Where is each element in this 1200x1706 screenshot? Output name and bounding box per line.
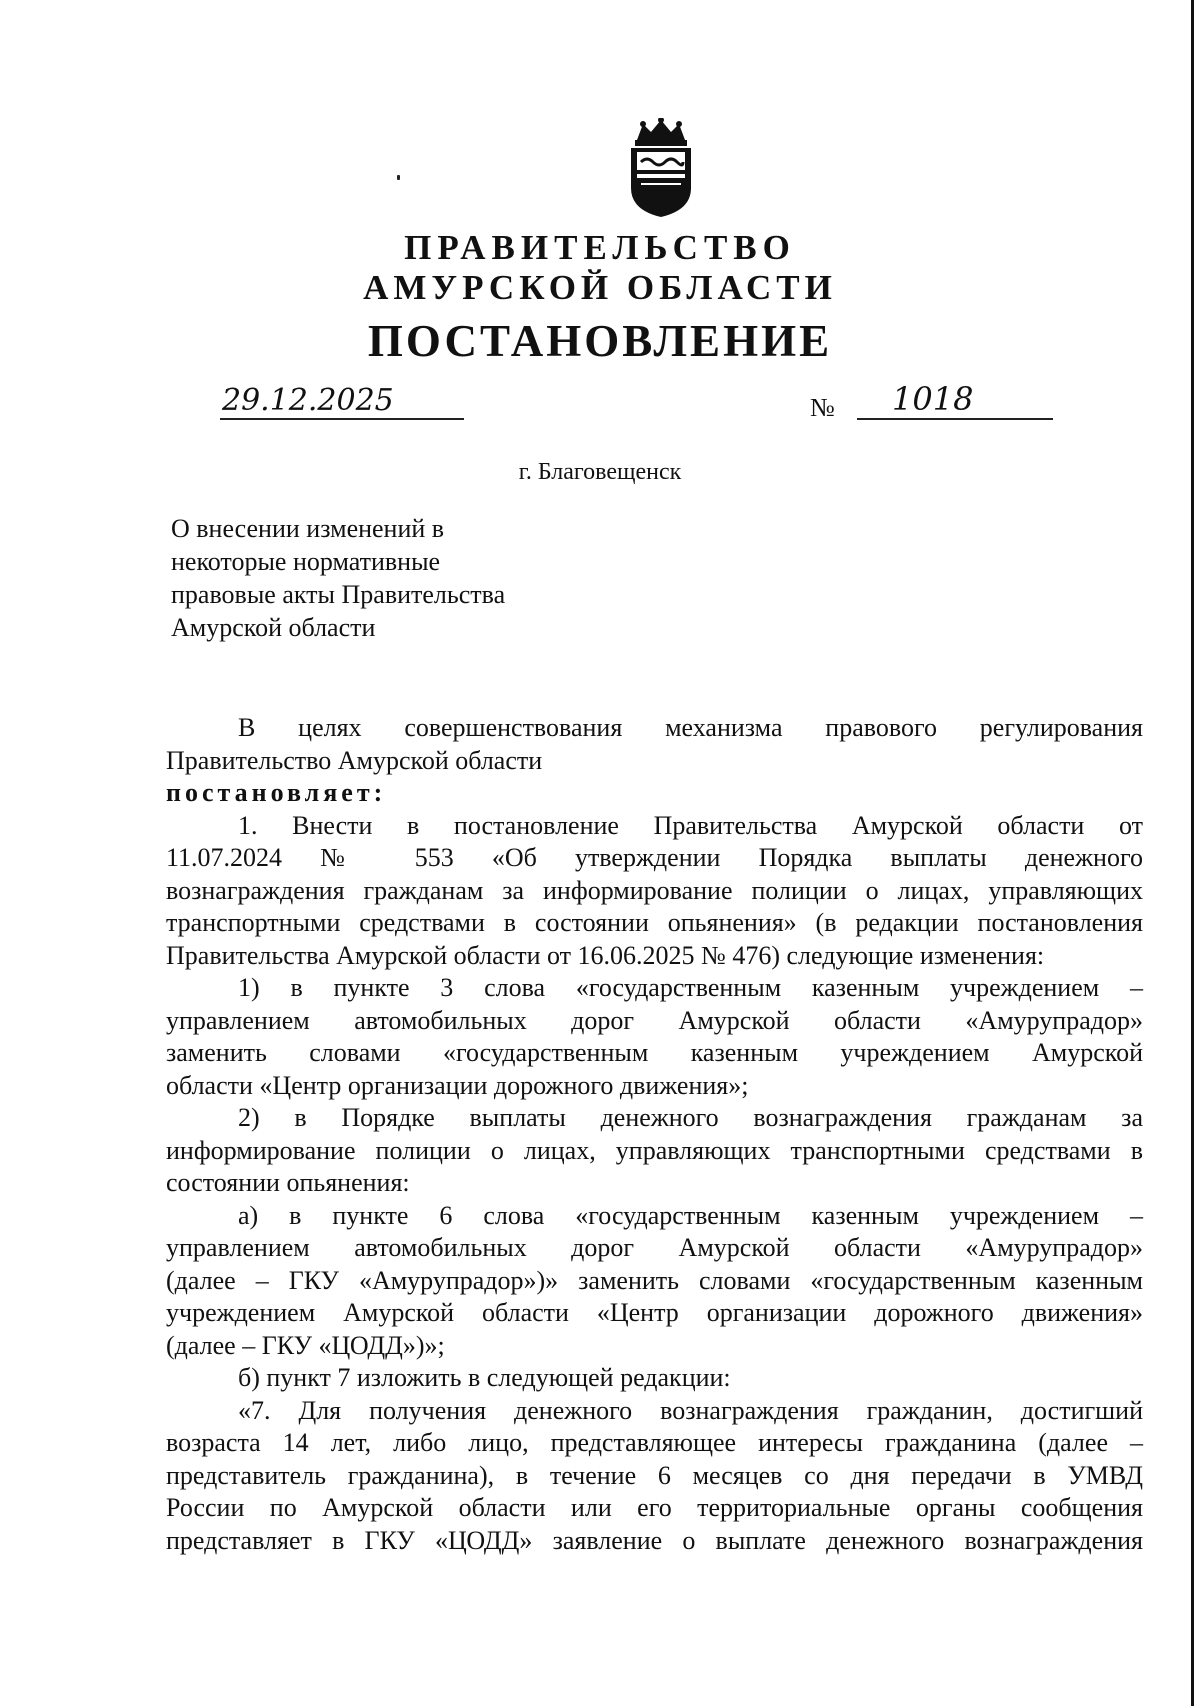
scan-speck bbox=[397, 175, 400, 180]
issuer-line-2: АМУРСКОЙ ОБЛАСТИ bbox=[363, 268, 837, 307]
body-line: В целях совершенствования механизма правового регулирования bbox=[238, 713, 1143, 742]
body-line: транспортными средствами в состоянии опьянения» (в редакции постановления bbox=[166, 908, 1143, 937]
body-line: 1. Внести в постановление Правительства Амурской области от bbox=[238, 810, 1143, 840]
document-subject bbox=[171, 512, 505, 644]
city: г. Благовещенск bbox=[518, 459, 682, 485]
body-line-resolves: постановляет: bbox=[166, 778, 387, 807]
document-body bbox=[166, 712, 1143, 1557]
body-line: учреждением Амурской области «Центр организации дорожного движения» bbox=[166, 1298, 1143, 1327]
body-line: Правительство Амурской области bbox=[166, 745, 543, 775]
document-number: 1018 bbox=[892, 380, 974, 418]
body-line: 1) в пункте 3 слова «государственным казенным учреждением – bbox=[238, 973, 1143, 1002]
body-line: Правительства Амурской области от 16.06.2025 № 476) следующие изменения: bbox=[166, 940, 1045, 970]
date-underline bbox=[220, 418, 464, 420]
body-line: представитель гражданина), в течение 6 месяцев со дня передачи в УМВД bbox=[166, 1460, 1143, 1490]
body-line: а) в пункте 6 слова «государственным казенным учреждением – bbox=[238, 1200, 1143, 1230]
body-line: б) пункт 7 изложить в следующей редакции: bbox=[238, 1363, 731, 1392]
body-line: состоянии опьянения: bbox=[166, 1168, 410, 1197]
subject-line: О внесении изменений в bbox=[171, 514, 445, 543]
body-line: России по Амурской области или его территориальные органы сообщения bbox=[166, 1493, 1143, 1522]
document-type: ПОСТАНОВЛЕНИЕ bbox=[367, 316, 833, 366]
body-line: представляет в ГКУ «ЦОДД» заявление о выплате денежного вознаграждения bbox=[166, 1525, 1143, 1555]
subject-line: правовые акты Правительства bbox=[171, 580, 506, 609]
body-line: 11.07.2024 № 553 «Об утверждении Порядка выплаты денежного bbox=[166, 843, 1143, 872]
body-line: (далее – ГКУ «Амурупрадор»)» заменить словами «государственным казенным bbox=[166, 1265, 1143, 1295]
body-line: (далее – ГКУ «ЦОДД»)»; bbox=[166, 1330, 445, 1360]
body-line: управлением автомобильных дорог Амурской области «Амурупрадор» bbox=[166, 1005, 1143, 1035]
document-date: 29.12.2025 bbox=[222, 383, 394, 418]
subject-line: некоторые нормативные bbox=[171, 547, 441, 576]
body-line: «7. Для получения денежного вознаграждения гражданин, достигший bbox=[238, 1395, 1143, 1425]
body-line: заменить словами «государственным казенным учреждением Амурской bbox=[166, 1038, 1143, 1067]
number-underline bbox=[857, 418, 1053, 420]
body-line: вознаграждения гражданам за информирование полиции о лицах, управляющих bbox=[166, 875, 1143, 905]
coat-of-arms-emblem bbox=[623, 118, 699, 218]
subject-line: Амурской области bbox=[171, 613, 376, 642]
issuer-line-1: ПРАВИТЕЛЬСТВО bbox=[404, 228, 796, 267]
body-line: управлением автомобильных дорог Амурской области «Амурупрадор» bbox=[166, 1233, 1143, 1262]
body-line: 2) в Порядке выплаты денежного вознаграждения гражданам за bbox=[238, 1103, 1143, 1132]
body-line: информирование полиции о лицах, управляющих транспортными средствами в bbox=[166, 1135, 1143, 1165]
body-line: возраста 14 лет, либо лицо, представляющее интересы гражданина (далее – bbox=[166, 1428, 1143, 1457]
body-line: области «Центр организации дорожного движения»; bbox=[166, 1070, 749, 1100]
number-label: № bbox=[810, 393, 835, 422]
